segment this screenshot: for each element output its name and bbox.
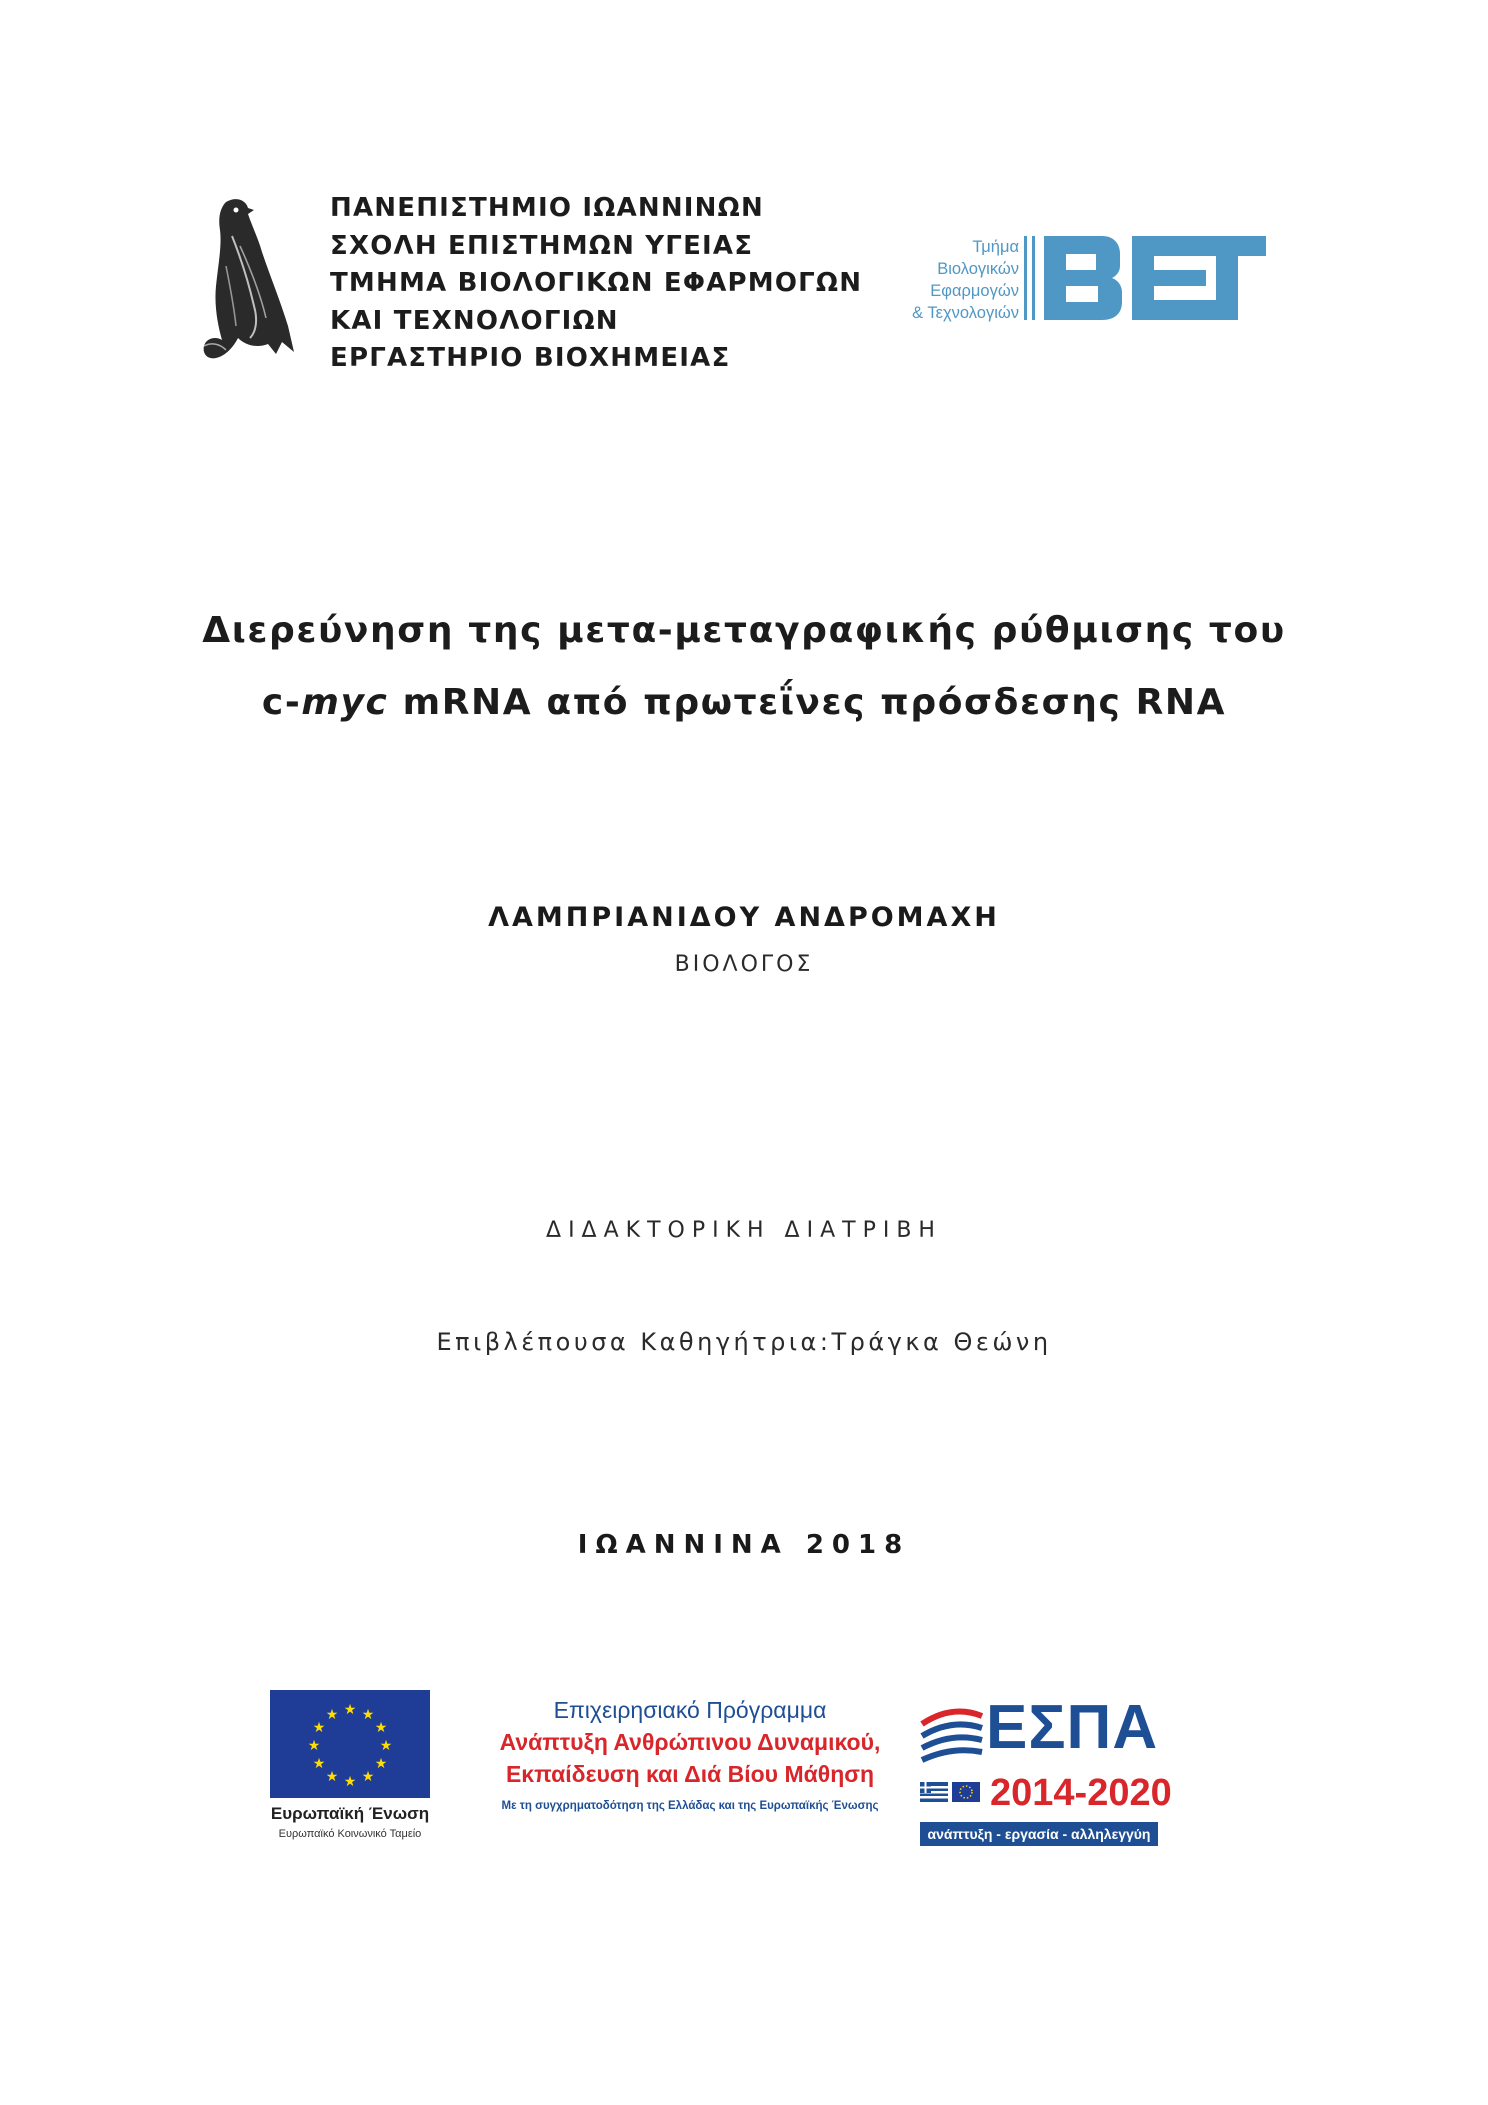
svg-text:★: ★ [361,1707,375,1723]
eu-logo [270,1690,430,1852]
document-type: ΔΙΔΑΚΤΟΡΙΚΗ ΔΙΑΤΡΙΒΗ [546,1218,942,1243]
institution-line: ΣΧΟΛΗ ΕΠΙΣΤΗΜΩΝ ΥΓΕΙΑΣ [330,230,754,261]
svg-text:★: ★ [325,1769,339,1785]
thesis-title-line-2 [0,682,1488,723]
svg-text:★: ★ [307,1738,321,1754]
program-line-1: Επιχειρησιακό Πρόγραμμα [553,1697,827,1723]
department-logo-text [896,236,1019,324]
title-prefix: c- [261,682,302,723]
espa-word: ΕΣΠΑ [986,1693,1159,1762]
department-logo-line: Εφαρμογών [930,282,1019,300]
program-line-3: Εκπαίδευση και Διά Βίου Μάθηση [505,1761,875,1787]
department-logo-line: Βιολογικών [937,260,1019,278]
title-suffix: mRNA από πρωτεΐνες πρόσδεσης RNA [388,682,1227,723]
svg-text:★: ★ [312,1756,326,1772]
institution-line: ΚΑΙ ΤΕΧΝΟΛΟΓΙΩΝ [330,305,619,336]
eu-flag-icon [270,1690,430,1798]
institution-block [330,190,862,378]
department-logo-line: & Τεχνολογιών [912,304,1019,322]
operational-program-logo [480,1694,900,1844]
department-logo-line: Τμήμα [972,238,1019,256]
svg-text:★: ★ [374,1756,388,1772]
institution-line: ΠΑΝΕΠΙΣΤΗΜΙΟ ΙΩΑΝΝΙΝΩΝ [330,193,764,223]
svg-text:★: ★ [379,1738,393,1754]
title-gene-italic: myc [301,682,389,723]
supervisor: Επιβλέπουσα Καθηγήτρια:Τράγκα Θεώνη [436,1328,1052,1356]
eu-fund: Ευρωπαϊκό Κοινωνικό Ταμείο [278,1828,422,1840]
university-owl-emblem-icon [196,196,296,364]
author-role: ΒΙΟΛΟΓΟΣ [674,952,814,977]
institution-line: ΕΡΓΑΣΤΗΡΙΟ ΒΙΟΧΗΜΕΙΑΣ [330,343,731,373]
espa-waves-icon [920,1704,986,1770]
bet-wordmark-icon [1024,232,1266,328]
program-line-2: Ανάπτυξη Ανθρώπινου Δυναμικού, [499,1729,881,1755]
author-name: ΛΑΜΠΡΙΑΝΙΔΟΥ ΑΝΔΡΟΜΑΧΗ [488,902,1000,933]
program-line-4: Με τη συγχρηματοδότηση της Ελλάδας και της Ευρωπαϊκής Ένωσης [501,1800,879,1812]
svg-text:★: ★ [374,1720,388,1736]
eu-name: Ευρωπαϊκή Ένωση [270,1804,430,1823]
place-year: ΙΩΑΝΝΙΝΑ 2018 [577,1530,911,1560]
svg-text:★: ★ [343,1702,357,1718]
espa-logo [920,1693,1172,1850]
svg-text:★: ★ [325,1707,339,1723]
thesis-title-line-1: Διερεύνηση της μετα-μεταγραφικής ρύθμισης του [202,610,1286,651]
institution-line: ΤΜΗΜΑ ΒΙΟΛΟΓΙΚΩΝ ΕΦΑΡΜΟΓΩΝ [330,268,863,298]
espa-years: 2014-2020 [990,1772,1172,1814]
svg-text:★: ★ [343,1774,357,1790]
svg-text:★: ★ [312,1720,326,1736]
espa-tagline: ανάπτυξη - εργασία - αλληλεγγύη [920,1822,1158,1846]
flags-icon [920,1782,982,1804]
department-bet-logo [896,232,1266,328]
svg-text:★: ★ [361,1769,375,1785]
